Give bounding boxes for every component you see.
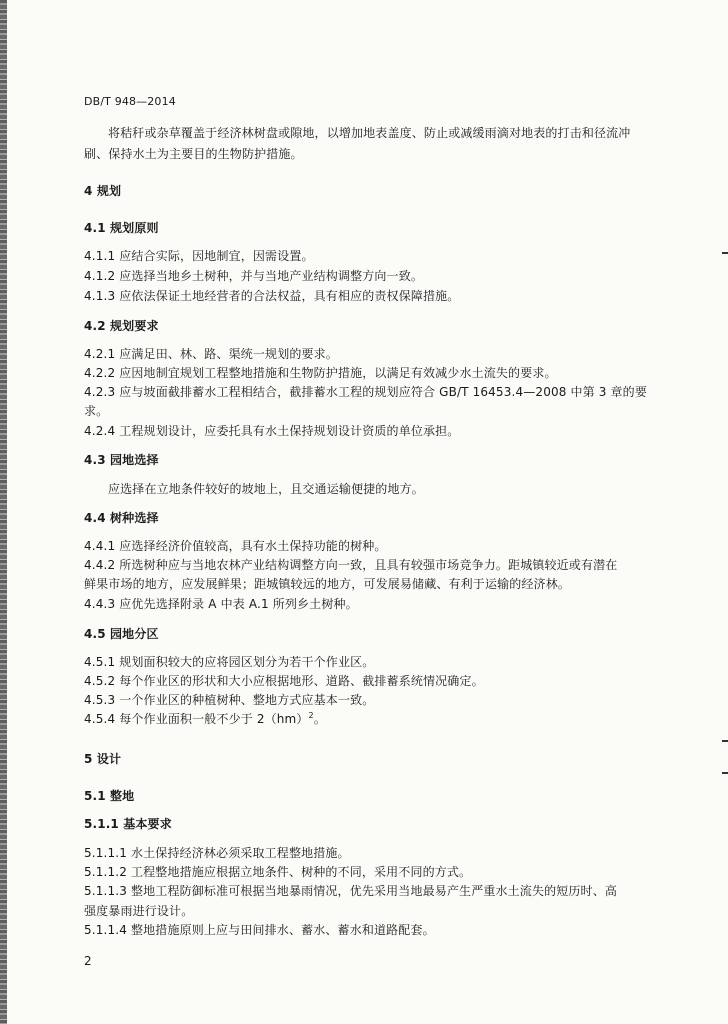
clause-4-4-2-continued: 鲜果市场的地方，应发展鲜果；距城镇较远的地方，可发展易储藏、有利于运输的经济林。: [84, 577, 571, 591]
clause-5-1-1-3-continued: 强度暴雨进行设计。: [84, 904, 194, 918]
section-5-heading: 5 设计: [84, 752, 122, 766]
clause-4-2-2: 4.2.2 应因地制宜规划工程整地措施和生物防护措施，以满足有效减少水土流失的要求。: [84, 366, 557, 380]
standard-code: DB/T 948—2014: [84, 95, 176, 108]
clause-5-1-1-3: 5.1.1.3 整地工程防御标准可根据当地暴雨情况，优先采用当地最易产生严重水土流失的短历时、高: [84, 884, 618, 898]
clause-4-2-1: 4.2.1 应满足田、林、路、渠统一规划的要求。: [84, 347, 338, 361]
clause-4-5-4-text: 4.5.4 每个作业面积一般不少于 2（hm）: [84, 712, 309, 726]
section-5-1-heading: 5.1 整地: [84, 789, 135, 803]
section-4-3-text: 应选择在立地条件较好的坡地上，且交通运输便捷的地方。: [108, 482, 424, 496]
section-4-1-heading: 4.1 规划原则: [84, 221, 159, 235]
clause-4-5-4: [84, 711, 664, 727]
clause-4-4-1: 4.4.1 应选择经济价值较高，具有水土保持功能的树种。: [84, 539, 387, 553]
clause-4-5-4-end: 。: [313, 712, 326, 726]
clause-4-5-4-superscript: 2: [308, 711, 314, 720]
clause-5-1-1-1: 5.1.1.1 水土保持经济林必须采取工程整地措施。: [84, 846, 350, 860]
clause-5-1-1-2: 5.1.1.2 工程整地措施应根据立地条件、树种的不同，采用不同的方式。: [84, 865, 472, 879]
clause-4-5-1: 4.5.1 规划面积较大的应将园区划分为若干个作业区。: [84, 655, 375, 669]
clause-5-1-1-4: 5.1.1.4 整地措施原则上应与田间排水、蓄水、蓄水和道路配套。: [84, 923, 435, 937]
clause-4-4-3: 4.4.3 应优先选择附录 A 中表 A.1 所列乡土树种。: [84, 597, 358, 611]
clause-4-1-2: 4.1.2 应选择当地乡土树种，并与当地产业结构调整方向一致。: [84, 269, 423, 283]
scan-margin-mark: [722, 772, 728, 774]
clause-4-2-3: 4.2.3 应与坡面截排蓄水工程相结合，截排蓄水工程的规划应符合 GB/T 16453.4—2008 中第 3 章的要: [84, 385, 647, 399]
clause-4-1-1: 4.1.1 应结合实际，因地制宜，因需设置。: [84, 249, 314, 263]
clause-4-1-3: 4.1.3 应依法保证土地经营者的合法权益，具有相应的责权保障措施。: [84, 289, 460, 303]
clause-4-5-2: 4.5.2 每个作业区的形状和大小应根据地形、道路、截排蓄系统情况确定。: [84, 674, 484, 688]
section-4-2-heading: 4.2 规划要求: [84, 319, 159, 333]
page-number: 2: [84, 954, 92, 968]
section-4-4-heading: 4.4 树种选择: [84, 511, 159, 525]
clause-4-5-3: 4.5.3 一个作业区的种植树种、整地方式应基本一致。: [84, 693, 375, 707]
intro-paragraph-line: 将秸秆或杂草覆盖于经济林树盘或隙地，以增加地表盖度、防止或减缓雨滴对地表的打击和径流冲: [108, 126, 631, 140]
section-5-1-1-heading: 5.1.1 基本要求: [84, 817, 172, 831]
scan-edge-shadow: [0, 0, 7, 1024]
intro-paragraph-line: 刷、保持水土为主要目的生物防护措施。: [84, 147, 303, 161]
section-4-5-heading: 4.5 园地分区: [84, 627, 159, 641]
scan-margin-mark: [722, 252, 728, 254]
section-4-heading: 4 规划: [84, 184, 122, 198]
scan-margin-mark: [722, 740, 728, 742]
clause-4-4-2: 4.4.2 所选树种应与当地农林产业结构调整方向一致，且具有较强市场竞争力。距城镇较近或有潜在: [84, 558, 618, 572]
clause-4-2-3-continued: 求。: [84, 404, 109, 418]
clause-4-2-4: 4.2.4 工程规划设计，应委托具有水土保持规划设计资质的单位承担。: [84, 424, 460, 438]
section-4-3-heading: 4.3 园地选择: [84, 453, 159, 467]
